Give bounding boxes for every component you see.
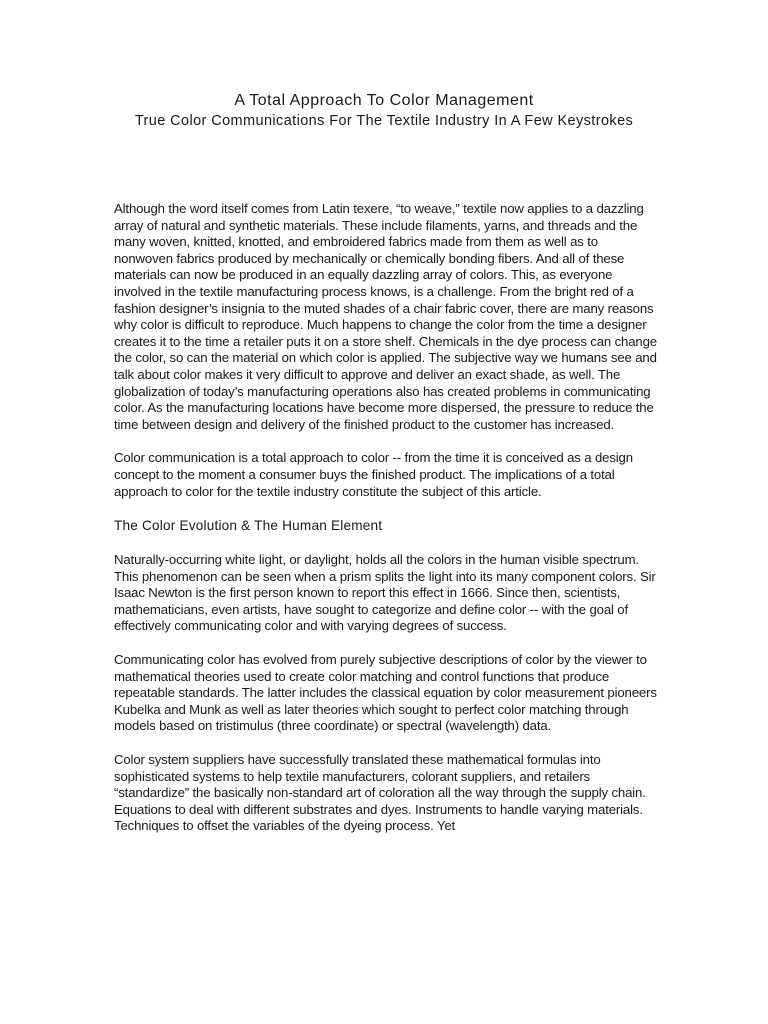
body-paragraph: Naturally-occurring white light, or daylight, holds all the colors in the human visible spectrum. This phenomenon can be seen when a prism splits the light into its many component colors. Sir Isaac Newton is the first person known to report this effect in 1666. Since then, scientists, mathematicians, even artists, have sought to categorize and define color -- with the goal of effectively communicating color and with varying degrees of success. xyxy=(114,552,656,634)
document-body xyxy=(114,201,659,852)
section-heading: The Color Evolution & The Human Element xyxy=(114,518,383,534)
body-paragraph: Although the word itself comes from Latin texere, “to weave,” textile now applies to a dazzling array of natural and synthetic materials. These include filaments, yarns, and threads and the many woven, knitted, knotted, and embroidered fabrics made from them as well as to nonwoven fabrics produced by mechanically or chemically bonding fibers. And all of these materials can now be produced in an equally dazzling array of colors. This, as everyone involved in the textile manufacturing process knows, is a challenge. From the bright red of a fashion designer’s insignia to the muted shades of a chair fabric cover, there are many reasons why color is difficult to reproduce. Much happens to change the color from the time a designer creates it to the time a retailer puts it on a store shelf. Chemicals in the dye process can change the color, so can the material on which color is applied. The subjective way we humans see and talk about color makes it very difficult to approve and deliver an exact shade, as well. The globalization of today’s manufacturing operations also has created problems in communicating color. As the manufacturing locations have become more dispersed, the pressure to reduce the time between design and delivery of the finished product to the customer has increased. xyxy=(114,201,657,432)
document-title: A Total Approach To Color Management xyxy=(234,92,534,109)
body-paragraph: Communicating color has evolved from purely subjective descriptions of color by the viewer to mathematical theories used to create color matching and control functions that produce repeatable standards. The latter includes the classical equation by color measurement pioneers Kubelka and Munk as well as later theories which sought to perfect color matching through models based on tristimulus (three coordinate) or spectral (wavelength) data. xyxy=(114,652,657,734)
document-subtitle: True Color Communications For The Textile Industry In A Few Keystrokes xyxy=(134,113,634,129)
body-paragraph: Color system suppliers have successfully translated these mathematical formulas into sophisticated systems to help textile manufacturers, colorant suppliers, and retailers “standardize” the basically non-standard art of coloration all the way through the supply chain. Equations to deal with different substrates and dyes. Instruments to handle varying materials. Techniques to offset the variables of the dyeing process. Yet xyxy=(114,752,646,834)
body-paragraph: Color communication is a total approach to color -- from the time it is conceived as a design concept to the moment a consumer buys the finished product. The implications of a total approach to color for the textile industry constitute the subject of this article. xyxy=(114,450,633,499)
